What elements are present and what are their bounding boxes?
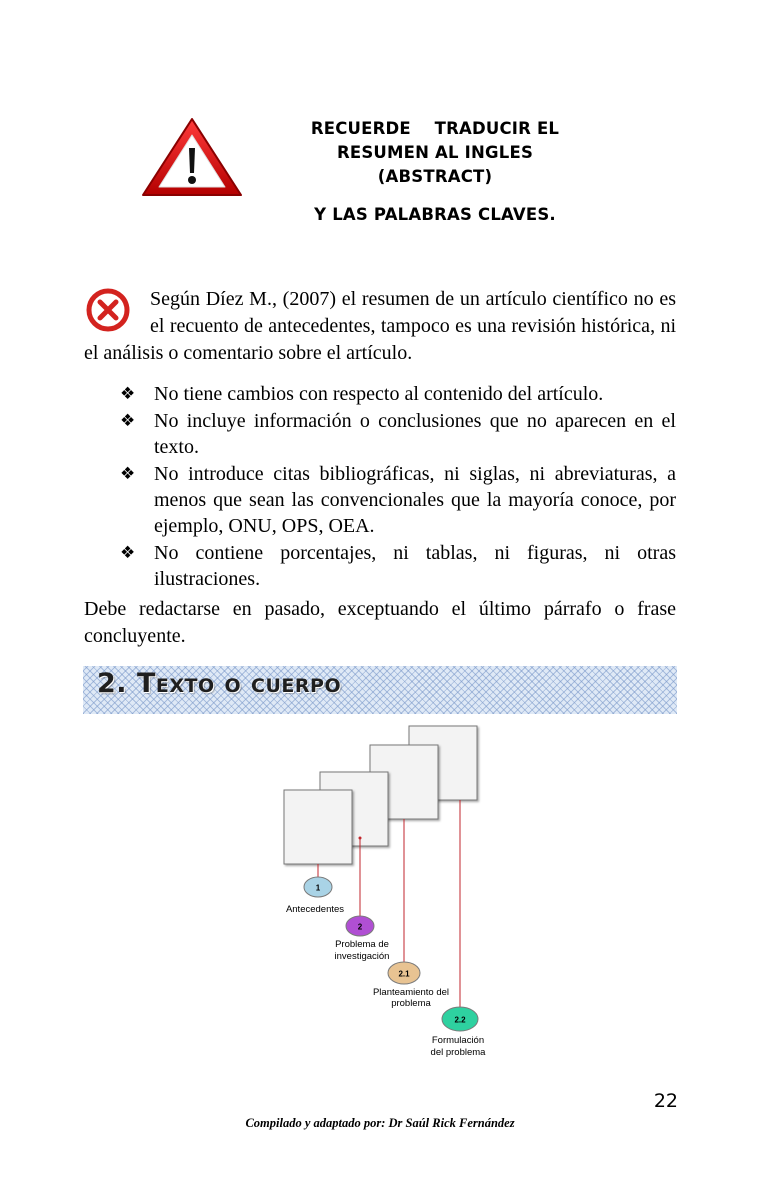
page-rect-1 — [284, 790, 352, 864]
list-item: ❖ No tiene cambios con respecto al contenido del artículo. — [120, 383, 604, 405]
svg-text:Antecedentes: Antecedentes — [285, 904, 345, 915]
warning-triangle-icon — [139, 115, 245, 199]
diamond-bullet-icon: ❖ — [120, 384, 136, 404]
svg-text:Planteamiento del: Planteamiento del — [372, 987, 450, 998]
intro-paragraph — [84, 286, 676, 367]
list-item: ❖ No contiene porcentajes, ni tablas, ni figuras, ni otras ilustraciones. — [120, 542, 676, 590]
node-2-1 — [373, 962, 449, 1009]
svg-text:Formulación: Formulación — [431, 1035, 485, 1046]
section-title: 2. Texto o cuerpo — [97, 668, 342, 699]
node-1 — [286, 877, 344, 915]
svg-text:problema: problema — [391, 998, 431, 1009]
intro-text: Según Díez M., (2007) el resumen de un artículo científico no es el recuento de antecedentes, tampoco es una revisión histórica, ni el análisis o comentario sobre el artículo. — [84, 288, 676, 364]
diamond-bullet-icon: ❖ — [120, 464, 136, 484]
page-number: 22 — [653, 1090, 678, 1112]
svg-text:2.1: 2.1 — [398, 969, 410, 979]
closing-paragraph: Debe redactarse en pasado, exceptuando el último párrafo o frase concluyente. — [84, 598, 676, 647]
close-circle-icon — [84, 286, 132, 334]
list-item: ❖ No incluye información o conclusiones que no aparecen en el texto. — [120, 410, 676, 458]
svg-text:2.2: 2.2 — [454, 1015, 466, 1025]
warning-line-4: Y LAS PALABRAS CLAVES. — [314, 205, 556, 224]
footer-credit: Compilado y adaptado por: Dr Saúl Rick Fernández — [245, 1116, 515, 1130]
svg-text:del problema: del problema — [430, 1047, 486, 1058]
list-item: ❖ No introduce citas bibliográficas, ni siglas, ni abreviaturas, a menos que sean las convencionales que la mayoría conoce, por ejemplo, ONU, OPS, OEA. — [120, 463, 676, 537]
diamond-bullet-icon: ❖ — [120, 543, 136, 563]
svg-text:2: 2 — [357, 922, 363, 932]
node-2-2 — [431, 1007, 487, 1058]
diamond-bullet-icon: ❖ — [120, 411, 136, 431]
svg-text:Problema de: Problema de — [335, 939, 389, 950]
warning-line-2: RESUMEN AL INGLES — [336, 143, 534, 162]
svg-text:1: 1 — [315, 883, 321, 893]
warning-line-1: RECUERDE TRADUCIR EL — [310, 119, 560, 138]
structure-diagram — [270, 720, 520, 1065]
svg-text:investigación: investigación — [334, 951, 390, 962]
warning-line-3: (ABSTRACT) — [377, 167, 493, 186]
rules-list — [120, 381, 676, 593]
node-2 — [335, 916, 390, 962]
